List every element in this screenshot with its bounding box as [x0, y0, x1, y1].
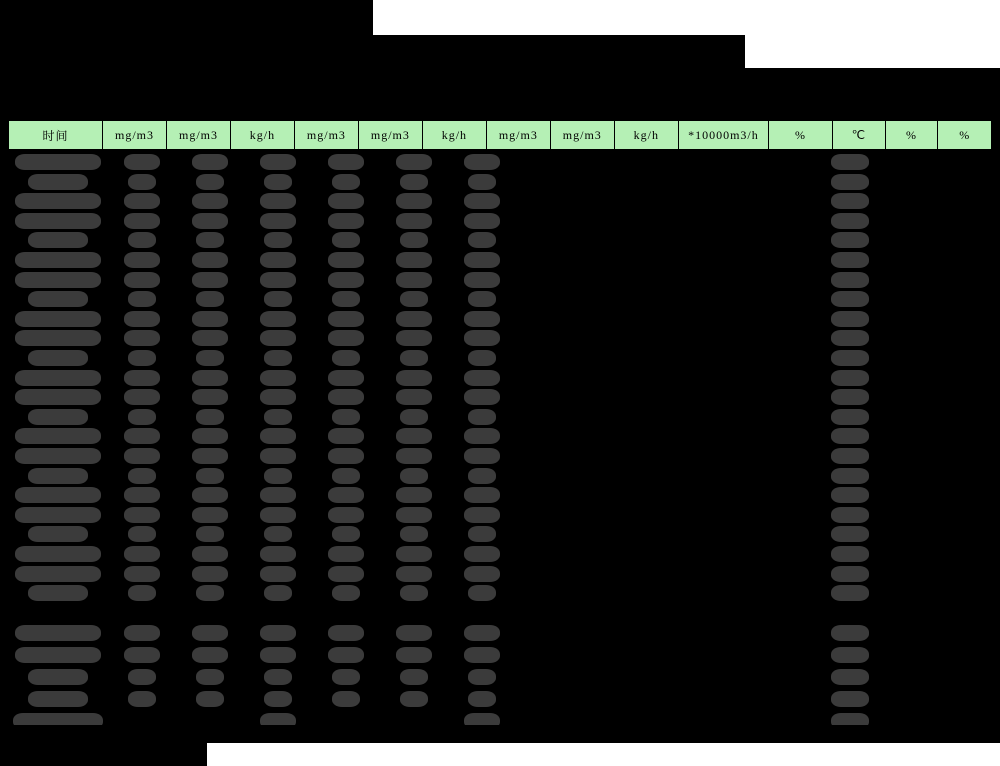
- redacted-cell: [328, 487, 364, 503]
- redacted-cell: [396, 647, 432, 663]
- redacted-cell: [192, 193, 228, 209]
- redacted-cell: [831, 625, 869, 641]
- col-temperature: ℃: [833, 121, 886, 149]
- redacted-cell: [328, 213, 364, 229]
- redacted-cell: [328, 448, 364, 464]
- top-redaction-band-2: [0, 35, 745, 68]
- redacted-cell: [196, 585, 224, 601]
- redacted-cell: [128, 468, 156, 484]
- redacted-cell: [124, 330, 160, 346]
- redacted-cell: [831, 350, 869, 366]
- redacted-cell: [468, 585, 496, 601]
- redacted-cell: [128, 691, 156, 707]
- redacted-cell: [831, 370, 869, 386]
- redacted-cell: [332, 350, 360, 366]
- redacted-cell: [260, 154, 296, 170]
- redacted-cell: [332, 291, 360, 307]
- redacted-cell: [264, 669, 292, 685]
- redacted-cell: [28, 691, 88, 707]
- redacted-cell: [15, 448, 101, 464]
- redacted-cell: [192, 448, 228, 464]
- col-percent-3: %: [959, 127, 971, 142]
- redacted-cell: [128, 350, 156, 366]
- redacted-cell: [831, 272, 869, 288]
- redacted-cell: [260, 448, 296, 464]
- redacted-cell: [396, 193, 432, 209]
- redacted-cell: [15, 428, 101, 444]
- redacted-cell: [468, 691, 496, 707]
- redacted-cell: [396, 370, 432, 386]
- redacted-cell: [124, 389, 160, 405]
- redacted-cell: [831, 585, 869, 601]
- redacted-cell: [328, 272, 364, 288]
- redacted-cell: [400, 669, 428, 685]
- col-percent-1: %: [769, 121, 833, 149]
- redacted-cell: [831, 291, 869, 307]
- col-mgm3-4: mg/m3: [359, 121, 423, 149]
- redacted-cell: [15, 213, 101, 229]
- redacted-cell: [400, 585, 428, 601]
- redacted-cell: [192, 330, 228, 346]
- table-header-row: [8, 120, 992, 150]
- redacted-cell: [15, 507, 101, 523]
- redacted-cell: [328, 370, 364, 386]
- redacted-cell: [264, 468, 292, 484]
- redacted-cell: [192, 389, 228, 405]
- redacted-cell: [400, 409, 428, 425]
- redacted-cell: [15, 625, 101, 641]
- redacted-cell: [192, 507, 228, 523]
- redacted-cell: [400, 291, 428, 307]
- redacted-cell: [28, 585, 88, 601]
- redacted-cell: [260, 647, 296, 663]
- redacted-cell: [396, 154, 432, 170]
- redacted-cell: [260, 546, 296, 562]
- redacted-cell: [260, 566, 296, 582]
- redacted-cell: [15, 370, 101, 386]
- redacted-cell: [831, 330, 869, 346]
- redacted-cell: [192, 370, 228, 386]
- redacted-cell: [15, 546, 101, 562]
- redacted-cell: [124, 311, 160, 327]
- redacted-cell: [260, 507, 296, 523]
- redacted-cell: [264, 350, 292, 366]
- redacted-cell: [328, 566, 364, 582]
- redacted-cell: [124, 487, 160, 503]
- col-mgm3-3: mg/m3: [295, 121, 359, 149]
- redacted-cell: [15, 566, 101, 582]
- redacted-cell: [464, 507, 500, 523]
- redacted-cell: [464, 311, 500, 327]
- redacted-cell: [464, 154, 500, 170]
- redacted-cell: [28, 669, 88, 685]
- redacted-cell: [831, 468, 869, 484]
- bottom-redaction-band-2: [0, 743, 207, 766]
- redacted-cell: [260, 487, 296, 503]
- redacted-cell: [332, 468, 360, 484]
- redacted-cell: [15, 389, 101, 405]
- redacted-cell: [124, 507, 160, 523]
- redacted-cell: [328, 546, 364, 562]
- redacted-cell: [128, 526, 156, 542]
- redacted-cell: [28, 409, 88, 425]
- redacted-cell: [464, 213, 500, 229]
- redacted-cell: [464, 370, 500, 386]
- redacted-cell: [464, 193, 500, 209]
- redacted-cell: [328, 428, 364, 444]
- redacted-cell: [468, 409, 496, 425]
- redacted-cell: [328, 647, 364, 663]
- redacted-cell: [831, 409, 869, 425]
- redacted-cell: [396, 448, 432, 464]
- redacted-cell: [328, 389, 364, 405]
- redacted-cell: [124, 272, 160, 288]
- redacted-cell: [396, 330, 432, 346]
- redacted-cell: [400, 691, 428, 707]
- redacted-cell: [396, 546, 432, 562]
- top-redaction-band-3: [0, 68, 1000, 120]
- redacted-cell: [831, 154, 869, 170]
- redacted-cell: [260, 389, 296, 405]
- redacted-cell: [260, 272, 296, 288]
- redacted-cell: [464, 330, 500, 346]
- redacted-cell: [124, 154, 160, 170]
- redacted-cell: [192, 566, 228, 582]
- redacted-cell: [196, 232, 224, 248]
- redacted-cell: [192, 647, 228, 663]
- redacted-cell: [468, 232, 496, 248]
- redacted-cell: [396, 428, 432, 444]
- redacted-cell: [396, 507, 432, 523]
- redacted-cell: [260, 625, 296, 641]
- redacted-cell: [260, 370, 296, 386]
- redacted-cell: [468, 291, 496, 307]
- redacted-cell: [192, 154, 228, 170]
- redacted-cell: [15, 647, 101, 663]
- redacted-cell: [264, 691, 292, 707]
- redacted-cell: [15, 193, 101, 209]
- col-mgm3-1: mg/m3: [103, 121, 167, 149]
- redacted-cell: [264, 291, 292, 307]
- redacted-cell: [464, 487, 500, 503]
- redacted-cell: [192, 252, 228, 268]
- redacted-cell: [124, 647, 160, 663]
- redacted-cell: [264, 526, 292, 542]
- redacted-cell: [468, 350, 496, 366]
- redacted-cell: [396, 389, 432, 405]
- redacted-cell: [332, 232, 360, 248]
- col-mgm3-6: mg/m3: [551, 121, 615, 149]
- redacted-cell: [468, 526, 496, 542]
- redacted-cell: [396, 566, 432, 582]
- redacted-cell: [264, 409, 292, 425]
- redacted-cell: [328, 311, 364, 327]
- redacted-cell: [196, 291, 224, 307]
- redacted-cell: [328, 252, 364, 268]
- redacted-cell: [15, 252, 101, 268]
- redacted-cell: [831, 566, 869, 582]
- redacted-cell: [468, 468, 496, 484]
- redacted-cell: [196, 174, 224, 190]
- redacted-cell: [831, 487, 869, 503]
- col-kgh-3: kg/h: [615, 121, 679, 149]
- redacted-cell: [15, 330, 101, 346]
- redacted-cell: [124, 193, 160, 209]
- redacted-cell: [831, 546, 869, 562]
- redacted-cell: [260, 193, 296, 209]
- redacted-cell: [124, 370, 160, 386]
- redacted-cell: [332, 669, 360, 685]
- redacted-cell: [464, 566, 500, 582]
- redacted-cell: [15, 311, 101, 327]
- redacted-cell: [124, 448, 160, 464]
- redacted-cell: [328, 330, 364, 346]
- redacted-cell: [196, 409, 224, 425]
- redacted-cell: [192, 428, 228, 444]
- col-percent-2: %: [886, 121, 939, 149]
- col-time: 时间: [9, 121, 103, 149]
- redacted-cell: [124, 428, 160, 444]
- redacted-cell: [128, 585, 156, 601]
- redacted-cell: [464, 647, 500, 663]
- redacted-cell: [332, 409, 360, 425]
- redacted-cell: [468, 174, 496, 190]
- redacted-cell: [464, 428, 500, 444]
- redacted-cell: [332, 526, 360, 542]
- redacted-cell: [260, 213, 296, 229]
- redacted-cell: [260, 428, 296, 444]
- redacted-cell: [196, 669, 224, 685]
- redacted-cell: [831, 428, 869, 444]
- redacted-cell: [260, 311, 296, 327]
- redacted-cell: [28, 526, 88, 542]
- redacted-cell: [260, 252, 296, 268]
- redacted-cell: [15, 487, 101, 503]
- col-mgm3-2: mg/m3: [167, 121, 231, 149]
- redacted-cell: [831, 691, 869, 707]
- redacted-cell: [831, 252, 869, 268]
- redacted-cell: [192, 487, 228, 503]
- table-body-redacted: [0, 150, 1000, 725]
- redacted-cell: [831, 232, 869, 248]
- redacted-cell: [831, 193, 869, 209]
- table-row: [0, 581, 1000, 607]
- redacted-cell: [396, 213, 432, 229]
- redacted-cell: [396, 252, 432, 268]
- col-kgh-1: kg/h: [231, 121, 295, 149]
- redacted-cell: [15, 154, 101, 170]
- redacted-cell: [464, 625, 500, 641]
- redacted-cell: [28, 232, 88, 248]
- redacted-cell: [128, 291, 156, 307]
- redacted-cell: [128, 232, 156, 248]
- redacted-cell: [128, 409, 156, 425]
- redacted-cell: [400, 350, 428, 366]
- redacted-cell: [831, 174, 869, 190]
- col-flow: *10000m3/h: [679, 121, 769, 149]
- redacted-cell: [464, 272, 500, 288]
- redacted-cell: [28, 291, 88, 307]
- redacted-cell: [124, 625, 160, 641]
- redacted-cell: [28, 350, 88, 366]
- redacted-cell: [192, 546, 228, 562]
- redacted-cell: [128, 174, 156, 190]
- redacted-cell: [264, 585, 292, 601]
- redacted-cell: [196, 468, 224, 484]
- redacted-cell: [124, 566, 160, 582]
- redacted-cell: [332, 691, 360, 707]
- redacted-cell: [28, 174, 88, 190]
- redacted-cell: [831, 448, 869, 464]
- redacted-cell: [328, 507, 364, 523]
- redacted-cell: [124, 546, 160, 562]
- top-redaction-band-1: [0, 0, 373, 35]
- redacted-cell: [328, 154, 364, 170]
- redacted-cell: [196, 691, 224, 707]
- redacted-cell: [831, 389, 869, 405]
- redacted-cell: [831, 213, 869, 229]
- redacted-cell: [196, 350, 224, 366]
- redacted-cell: [831, 647, 869, 663]
- redacted-cell: [831, 526, 869, 542]
- col-kgh-2: kg/h: [423, 121, 487, 149]
- redacted-cell: [396, 272, 432, 288]
- redacted-cell: [831, 507, 869, 523]
- bottom-redaction-band-1: [0, 725, 1000, 743]
- redacted-cell: [192, 272, 228, 288]
- redacted-cell: [332, 174, 360, 190]
- redacted-cell: [128, 669, 156, 685]
- redacted-cell: [264, 232, 292, 248]
- redacted-cell: [192, 625, 228, 641]
- redacted-cell: [400, 232, 428, 248]
- redacted-cell: [468, 669, 496, 685]
- redacted-cell: [464, 546, 500, 562]
- redacted-cell: [831, 311, 869, 327]
- redacted-cell: [124, 213, 160, 229]
- redacted-cell: [396, 625, 432, 641]
- redacted-cell: [260, 330, 296, 346]
- redacted-cell: [400, 526, 428, 542]
- redacted-cell: [464, 448, 500, 464]
- redacted-cell: [400, 174, 428, 190]
- redacted-cell: [15, 272, 101, 288]
- redacted-cell: [28, 468, 88, 484]
- redacted-cell: [192, 213, 228, 229]
- redacted-cell: [464, 252, 500, 268]
- redacted-cell: [264, 174, 292, 190]
- redacted-cell: [328, 625, 364, 641]
- redacted-cell: [396, 311, 432, 327]
- redacted-cell: [396, 487, 432, 503]
- redacted-cell: [831, 669, 869, 685]
- redacted-cell: [192, 311, 228, 327]
- redacted-cell: [124, 252, 160, 268]
- col-mgm3-5: mg/m3: [487, 121, 551, 149]
- redacted-cell: [400, 468, 428, 484]
- redacted-cell: [196, 526, 224, 542]
- redacted-cell: [464, 389, 500, 405]
- redacted-cell: [332, 585, 360, 601]
- redacted-cell: [328, 193, 364, 209]
